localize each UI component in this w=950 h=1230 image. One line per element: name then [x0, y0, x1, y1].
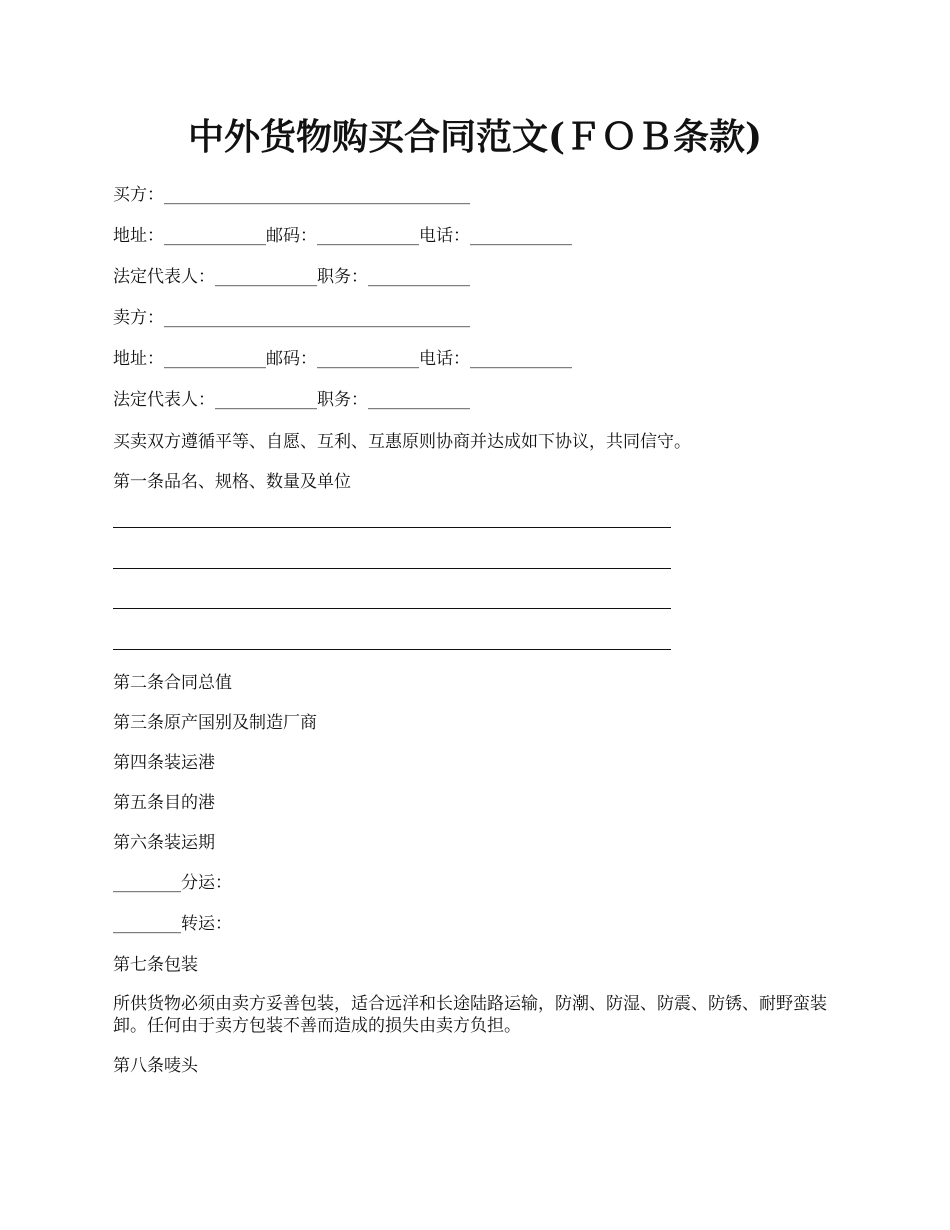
fill-in-blank-line [113, 649, 671, 650]
fill-in-blank-line [113, 568, 671, 569]
transshipment-line: ________转运： [113, 914, 232, 934]
seller-address-line: 地址：____________邮码：____________电话：____________ [113, 349, 572, 369]
seller-line: 卖方：____________________________________ [113, 308, 470, 328]
article-4-heading: 第四条装运港 [113, 753, 215, 773]
seller-representative-line: 法定代表人：____________职务：____________ [113, 390, 470, 410]
buyer-line: 买方：____________________________________ [113, 185, 470, 205]
article-7-heading: 第七条包装 [113, 955, 198, 975]
article-6-heading: 第六条装运期 [113, 833, 215, 853]
buyer-address-line: 地址：____________邮码：____________电话：____________ [113, 226, 572, 246]
article-8-heading: 第八条唛头 [113, 1056, 198, 1076]
partial-shipment-line: ________分运： [113, 873, 232, 893]
article-5-heading: 第五条目的港 [113, 793, 215, 813]
fill-in-blank-line [113, 608, 671, 609]
article-7-body: 所供货物必须由卖方妥善包装，适合远洋和长途陆路运输，防潮、防湿、防震、防锈、耐野蛮装卸。任何由于卖方包装不善而造成的损失由卖方负担。 [113, 994, 827, 1036]
article-3-heading: 第三条原产国别及制造厂商 [113, 713, 317, 733]
article-1-heading: 第一条品名、规格、数量及单位 [113, 472, 351, 492]
fill-in-blank-line [113, 527, 671, 528]
article-2-heading: 第二条合同总值 [113, 673, 232, 693]
agreement-statement: 买卖双方遵循平等、自愿、互利、互惠原则协商并达成如下协议，共同信守。 [113, 432, 691, 452]
document-title: 中外货物购买合同范文(ＦＯＢ条款) [187, 116, 763, 158]
buyer-representative-line: 法定代表人：____________职务：____________ [113, 267, 470, 287]
